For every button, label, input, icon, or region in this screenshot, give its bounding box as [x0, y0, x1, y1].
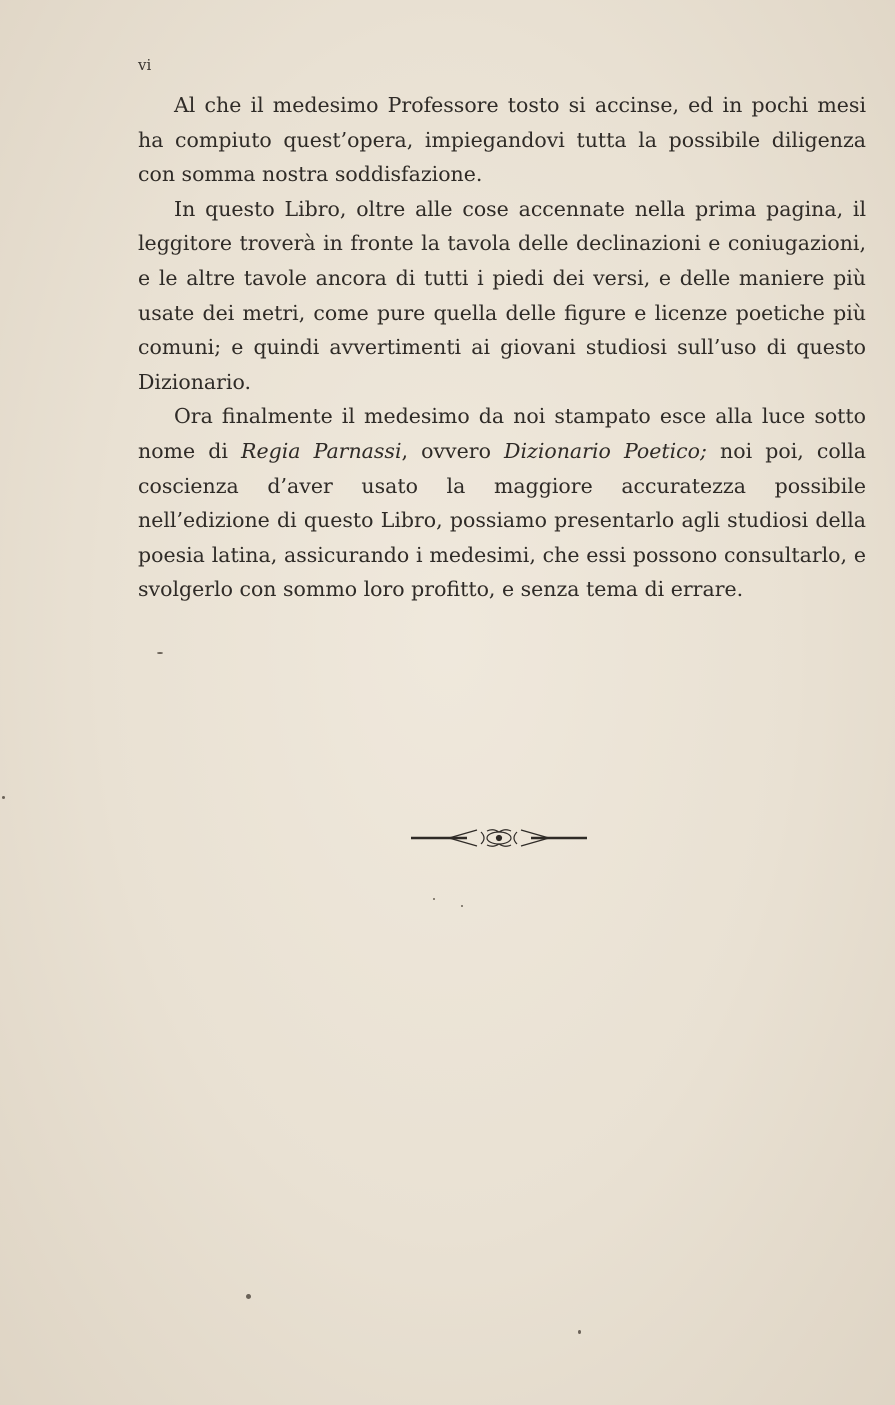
- paper-speck: [2, 796, 5, 799]
- main-text: [138, 88, 866, 607]
- paper-speck: [157, 652, 163, 654]
- title-dizionario-poetico: Dizionario Poetico;: [504, 438, 707, 463]
- paper-speck: [461, 905, 463, 907]
- page-number: vi: [138, 56, 152, 74]
- paper-speck: [246, 1294, 251, 1299]
- paragraph-2: In questo Libro, oltre alle cose accennate nella prima pagina, il leggitore troverà in fronte la tavola delle declinazioni e coniugazioni, e le altre tavole ancora di tutti i piedi dei versi, e delle maniere più usate dei metri, come pure quella delle figure e licenze poetiche più comuni; e quindi avvertimenti ai giovani studiosi sull’uso di questo Dizionario.: [138, 196, 866, 394]
- title-regia-parnassi: Regia Parnassi: [241, 438, 402, 463]
- paper-speck: [433, 898, 435, 900]
- decorative-divider-icon: [409, 826, 589, 850]
- paragraph-3-rest: noi poi, colla coscienza d’aver usato la maggiore accuratezza possibile nell’edizione di questo Libro, possiamo presentarlo agli studiosi della poesia latina, assicurando i medesimi, che essi possono consultarlo, e svolgerlo con sommo loro profitto, e senza tema di errare.: [138, 438, 867, 602]
- paragraph-3-between: , ovvero: [401, 438, 505, 463]
- paragraph-3-lead: Ora finalmente il medesimo da noi stampato esce alla luce sotto nome di: [138, 404, 866, 463]
- paragraph-1: Al che il medesimo Professore tosto si accinse, ed in pochi mesi ha compiuto quest’opera, impiegandovi tutta la possibile diligenza con somma nostra soddisfazione.: [138, 93, 866, 187]
- paper-speck: [578, 1330, 581, 1334]
- paragraph-3: [138, 399, 866, 607]
